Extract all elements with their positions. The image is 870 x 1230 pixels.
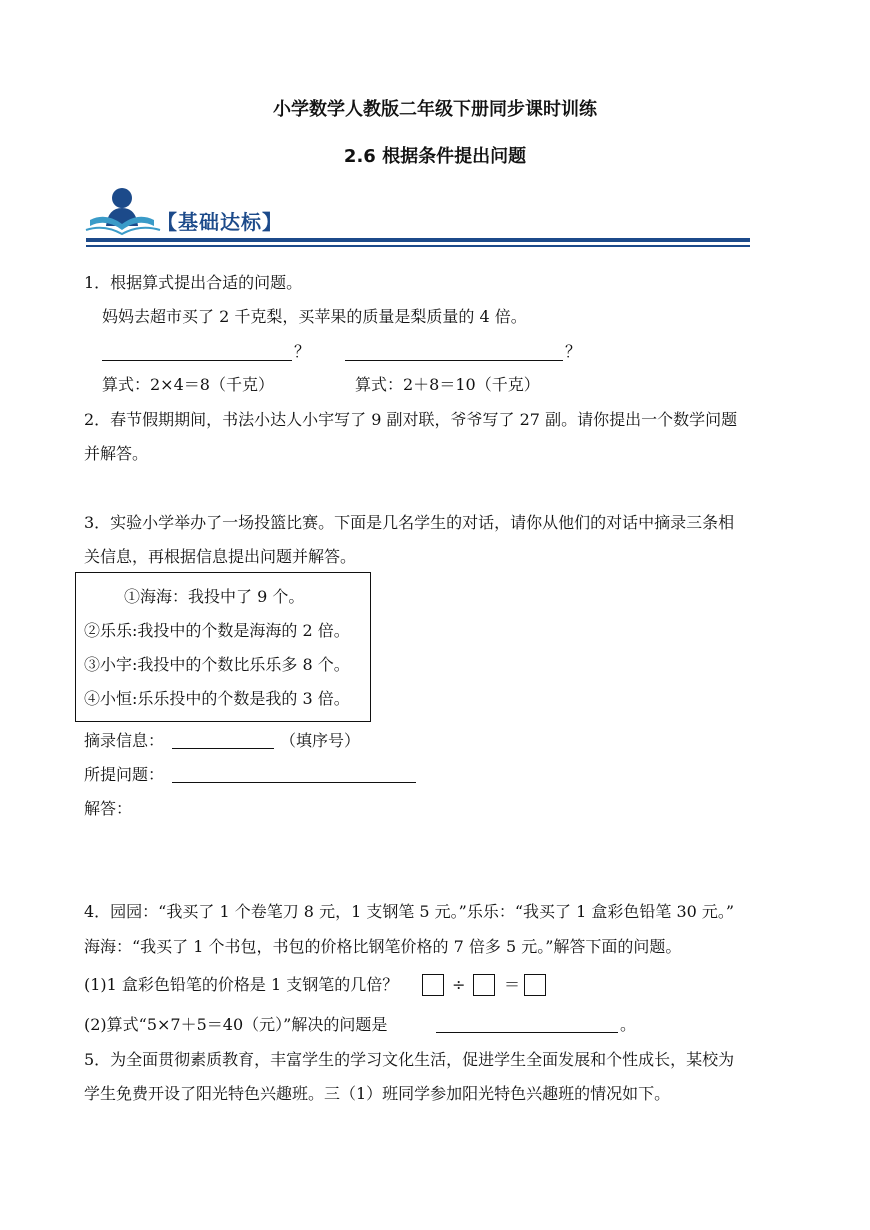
q5-line2: 学生免费开设了阳光特色兴趣班。三（1）班同学参加阳光特色兴趣班的情况如下。 <box>84 1084 671 1103</box>
section-banner-label: 【基础达标】 <box>157 210 283 234</box>
q5-line1: 5．为全面贯彻素质教育，丰富学生的学习文化生活，促进学生全面发展和个性成长，某校为 <box>84 1050 735 1069</box>
q4-answer-box-1[interactable] <box>422 974 444 996</box>
q4-answer-box-3[interactable] <box>524 974 546 996</box>
q1-answer-blank-b[interactable] <box>345 360 563 361</box>
q3-line1: 3．实验小学举办了一场投篮比赛。下面是几名学生的对话，请你从他们的对话中摘录三条相 <box>84 513 735 532</box>
q1-context: 妈妈去超市买了 2 千克梨，买苹果的质量是梨质量的 4 倍。 <box>102 307 527 326</box>
q4-sub2-blank[interactable] <box>436 1032 618 1033</box>
q2-line2: 并解答。 <box>84 444 149 463</box>
q3-question-blank[interactable] <box>172 782 416 783</box>
q3-question-label: 所提问题： <box>84 765 165 784</box>
q3-dialogue-item-1: ①海海：我投中了 9 个。 <box>124 587 305 606</box>
q3-dialogue-item-4: ④小恒:乐乐投中的个数是我的 3 倍。 <box>84 689 350 708</box>
q4-equals-sign: ＝ <box>504 975 521 994</box>
q3-extract-label: 摘录信息： <box>84 731 165 750</box>
q4-answer-box-2[interactable] <box>473 974 495 996</box>
q1-qmark-b: ？ <box>565 342 582 361</box>
q3-answer-label: 解答： <box>84 799 133 818</box>
q3-dialogue-item-2: ②乐乐:我投中的个数是海海的 2 倍。 <box>84 621 350 640</box>
banner-rule-thick <box>86 238 750 242</box>
q4-sub2-end: 。 <box>620 1015 637 1034</box>
q3-line2: 关信息，再根据信息提出问题并解答。 <box>84 547 357 566</box>
q3-dialogue-item-3: ③小宇:我投中的个数比乐乐多 8 个。 <box>84 655 350 674</box>
q3-extract-hint: （填序号） <box>280 731 361 750</box>
q4-line1: 4．园园：“我买了 1 个卷笔刀 8 元，1 支钢笔 5 元。”乐乐：“我买了 1 盒彩色铅笔 30 元。” <box>84 902 735 921</box>
q4-divide-sign: ÷ <box>452 975 466 994</box>
q4-sub1: (1)1 盒彩色铅笔的价格是 1 支钢笔的几倍？ <box>84 975 399 994</box>
q3-extract-blank[interactable] <box>172 748 274 749</box>
q1-formula-a: 算式：2×4＝8（千克） <box>102 375 274 394</box>
q4-line2: 海海：“我买了 1 个书包，书包的价格比钢笔价格的 7 倍多 5 元。”解答下面的问题。 <box>84 937 682 956</box>
q1-formula-b: 算式：2＋8＝10（千克） <box>355 375 540 394</box>
page-subtitle: 2.6 根据条件提出问题 <box>343 146 527 167</box>
reader-logo-icon <box>84 186 164 238</box>
q1-qmark-a: ？ <box>294 342 311 361</box>
page-title: 小学数学人教版二年级下册同步课时训练 <box>273 99 597 120</box>
q4-sub2: (2)算式“5×7＋5＝40（元）”解决的问题是 <box>84 1015 388 1034</box>
q2-line1: 2．春节假期期间，书法小达人小宇写了 9 副对联，爷爷写了 27 副。请你提出一个数学问题 <box>84 410 738 429</box>
q1-answer-blank-a[interactable] <box>102 360 292 361</box>
banner-rule-thin <box>86 245 750 247</box>
q1-stem: 1．根据算式提出合适的问题。 <box>84 273 303 292</box>
